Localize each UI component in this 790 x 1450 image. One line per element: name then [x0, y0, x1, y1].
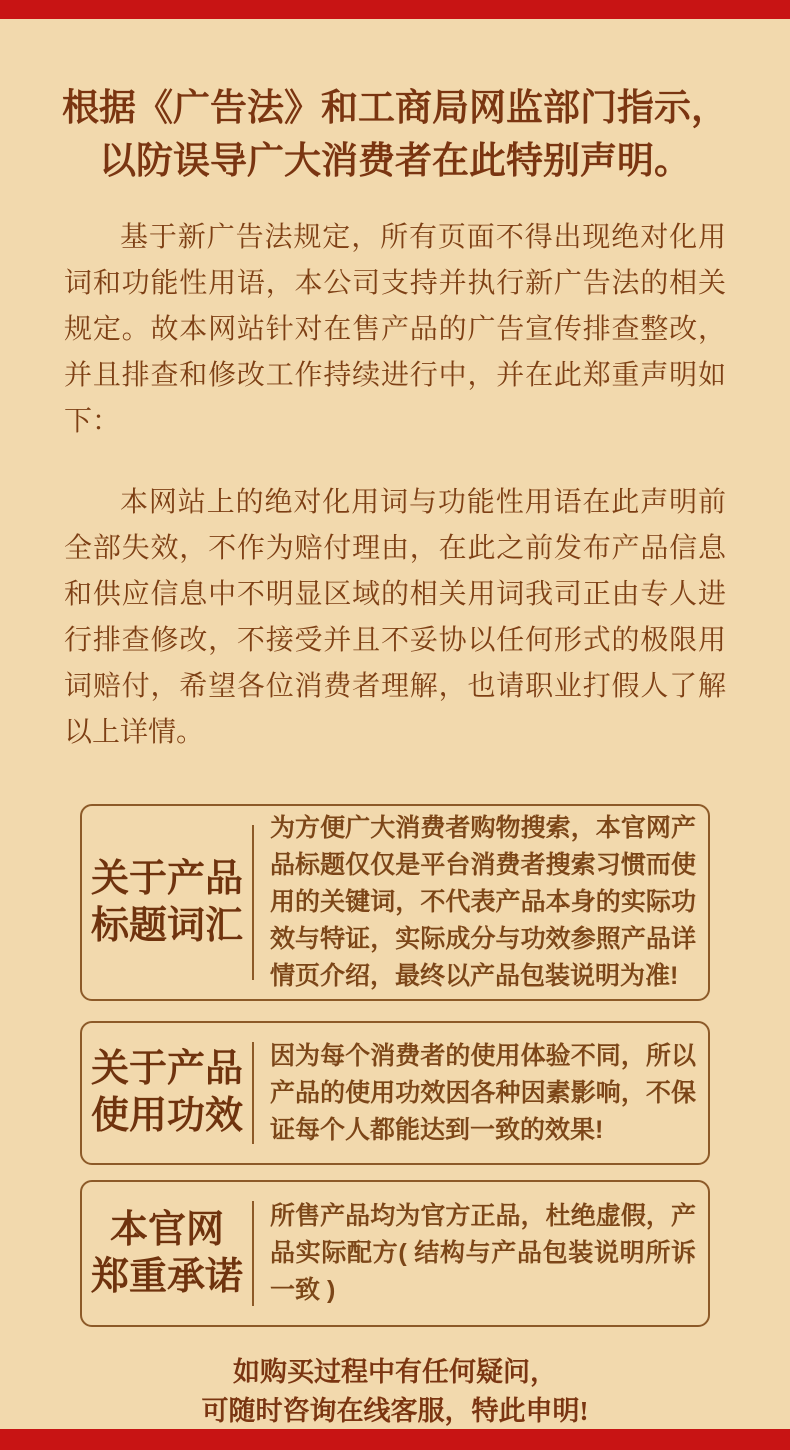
notice-text: 所售产品均为官方正品，杜绝虚假，产品实际配方( 结构与产品包装说明所诉一致 )	[270, 1202, 696, 1304]
notice-label	[82, 1023, 252, 1163]
notice-text: 为方便广大消费者购物搜索，本官网产品标题仅仅是平台消费者搜索习惯而使用的关键词，不代表产品本身的实际功效与特证，实际成分与功效参照产品详情页介绍，最终以产品包装说明为准!	[270, 814, 696, 990]
notice-label-line1: 关于产品	[90, 1048, 243, 1090]
intro-paragraph-1: 基于新广告法规定，所有页面不得出现绝对化用词和功能性用语，本公司支持并执行新广告法的相关规定。故本网站针对在售产品的广告宣传排查整改，并且排查和修改工作持续进行中，并在此郑重声明如下：	[64, 222, 726, 437]
notice-label-line2: 标题词汇	[90, 904, 243, 947]
bottom-red-bar	[0, 1429, 790, 1450]
footer-note	[0, 1353, 790, 1431]
intro-paragraph-2: 本网站上的绝对化用词与功能性用语在此声明前全部失效，不作为赔付理由，在此之前发布产品信息和供应信息中不明显区域的相关用词我司正由专人进行排查修改，不接受并且不妥协以任何形式的极限用词赔付，希望各位消费者理解，也请职业打假人了解以上详情。	[64, 487, 726, 748]
notice-label	[82, 1182, 252, 1325]
notice-box-list	[80, 804, 710, 1327]
top-red-bar	[0, 0, 790, 19]
notice-label-line2: 使用功效	[90, 1095, 243, 1137]
page-title-line1: 根据《广告法》和工商局网监部门指示，	[62, 88, 728, 129]
notice-label-line1: 本官网	[109, 1208, 224, 1251]
page-title	[0, 82, 790, 188]
notice-box-official-promise	[80, 1180, 710, 1327]
notice-text: 因为每个消费者的使用体验不同，所以产品的使用功效因各种因素影响，不保证每个人都能达到一致的效果!	[270, 1041, 696, 1144]
notice-label-line2: 郑重承诺	[90, 1255, 243, 1298]
notice-box-product-title-keywords	[80, 804, 710, 1001]
notice-label	[82, 806, 252, 999]
footer-line2: 可随时咨询在线客服，特此申明!	[201, 1396, 589, 1426]
page-title-line2: 以防误导广大消费者在此特别声明。	[99, 141, 691, 182]
notice-label-line1: 关于产品	[90, 857, 243, 900]
notice-box-product-usage-effect	[80, 1021, 710, 1165]
footer-line1: 如购买过程中有任何疑问，	[233, 1357, 557, 1387]
